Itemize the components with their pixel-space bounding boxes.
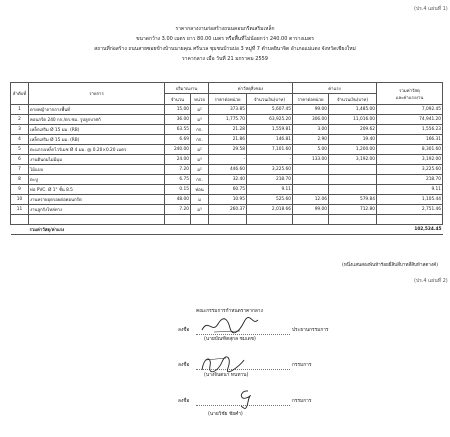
committee-title: คณะกรรมการกำหนดราคากลาง <box>196 309 263 314</box>
row-item: ท่อ PVC. Ø 1" ชั้น 8.5 <box>29 185 165 195</box>
row-material-unit-price: 21.28 <box>209 125 247 135</box>
row-number: 5 <box>11 145 29 155</box>
row-item: เหล็กเสริม Ø 15 มม. (RB) <box>29 135 165 145</box>
table-row <box>11 165 443 175</box>
row-material-unit-price: 32.40 <box>209 175 247 185</box>
row-labor-unit-price <box>293 165 329 175</box>
row-qty: 6.69 <box>165 135 191 145</box>
bill-of-quantities-table <box>10 82 443 235</box>
row-labor-amount: 712.80 <box>329 205 377 215</box>
row-item: งานดินถมไม่มีมุม <box>29 155 165 165</box>
header-item: รายการ <box>29 83 165 105</box>
row-total: 2,751.46 <box>377 205 443 215</box>
role-2: กรรมการ <box>292 363 312 368</box>
header-material: ค่าวัสดุสิ่งของ <box>209 83 293 94</box>
row-labor-unit-price: 3.00 <box>293 125 329 135</box>
row-material-amount: 5,607.45 <box>247 105 293 115</box>
row-total: 166.31 <box>377 135 443 145</box>
project-size: ขนาดกว้าง 3.00 เมตร ยาว 80.00 เมตร หรือพื้นที่ไม่น้อยกว่า 240.00 ตารางเมตร <box>136 36 314 42</box>
member-name-3: (นายวิชัย ชัยคำ) <box>208 412 243 417</box>
sign-label-3: ลงชื่อ <box>178 399 190 404</box>
row-labor-amount: 209.62 <box>329 125 377 135</box>
row-number: 4 <box>11 135 29 145</box>
row-material-amount: 218.70 <box>247 175 293 185</box>
row-labor-unit-price: 12.06 <box>293 195 329 205</box>
row-material-unit-price: 373.85 <box>209 105 247 115</box>
row-labor-unit-price: 99.00 <box>293 205 329 215</box>
row-qty: 7.20 <box>165 165 191 175</box>
row-total: 218.70 <box>377 175 443 185</box>
table-row <box>11 125 443 135</box>
row-number: 9 <box>11 185 29 195</box>
row-qty: 7.20 <box>165 205 191 215</box>
row-unit: กก. <box>191 135 209 145</box>
row-material-unit-price: 29.58 <box>209 145 247 155</box>
row-material-amount: - <box>247 155 293 165</box>
row-labor-amount <box>329 175 377 185</box>
row-number: 3 <box>11 125 29 135</box>
page-number-top: (ปร.4 แผ่นที่ 1) <box>414 6 448 12</box>
row-labor-unit-price: 99.00 <box>293 105 329 115</box>
row-unit: กก. <box>191 175 209 185</box>
row-unit: ม <box>191 195 209 205</box>
header-qty-unit: หน่วย <box>191 94 209 105</box>
row-labor-unit-price: 2.90 <box>293 135 329 145</box>
row-item: ตะปู <box>29 175 165 185</box>
total-value: 102,524.45 <box>377 225 443 235</box>
row-material-amount: 7,101.60 <box>247 145 293 155</box>
document-title: ราคากลางงานก่อสร้างถนนคอนกรีตเสริมเหล็ก <box>175 26 275 32</box>
row-material-unit-price: 60.75 <box>209 185 247 195</box>
row-item: ตะแกรงเหล็กไวร์เมช Ø 4 มม. @ 0.20×0.20 เมตร <box>29 145 165 155</box>
signature-2 <box>198 352 246 374</box>
row-item: เหล็กเสริม Ø 15 มม. (RB) <box>29 125 165 135</box>
member-name-1: (นายบัณฑิตสุกล ชมเดช) <box>204 337 256 342</box>
row-qty: 0.15 <box>165 185 191 195</box>
header-total: รวมค่าวัสดุ และค่าแรงงาน <box>377 83 443 105</box>
row-number: 11 <box>11 205 29 215</box>
row-material-amount: 63,925.20 <box>247 115 293 125</box>
row-labor-unit-price: 5.00 <box>293 145 329 155</box>
row-number: 1 <box>11 105 29 115</box>
row-number: 10 <box>11 195 29 205</box>
row-qty: 63.55 <box>165 125 191 135</box>
role-3: กรรมการ <box>292 399 312 404</box>
row-material-unit-price: 260.37 <box>209 205 247 215</box>
row-material-amount: 2,018.66 <box>247 205 293 215</box>
row-item: ดายหญ้าถากถางพื้นที่ <box>29 105 165 115</box>
row-material-amount: 9.11 <box>247 185 293 195</box>
row-total: 3,192.00 <box>377 155 443 165</box>
row-qty: 48.00 <box>165 195 191 205</box>
row-item: ไม้แบบ <box>29 165 165 175</box>
row-item: งานทรายอุดรอยต่อคอนกรีต <box>29 195 165 205</box>
row-total: 9.11 <box>377 185 443 195</box>
row-material-unit-price: 21.86 <box>209 135 247 145</box>
row-labor-amount: 19.40 <box>329 135 377 145</box>
row-total: 3,225.60 <box>377 165 443 175</box>
table-row <box>11 115 443 125</box>
row-number: 8 <box>11 175 29 185</box>
row-total: 74,941.20 <box>377 115 443 125</box>
row-number: 7 <box>11 165 29 175</box>
row-material-unit-price: 10.95 <box>209 195 247 205</box>
row-labor-amount: 11,016.00 <box>329 115 377 125</box>
row-total: 1,556.23 <box>377 125 443 135</box>
row-qty: 240.00 <box>165 145 191 155</box>
row-qty: 36.00 <box>165 115 191 125</box>
signature-3 <box>236 388 254 410</box>
row-unit: ม² <box>191 165 209 175</box>
row-unit: ม² <box>191 145 209 155</box>
row-total: 1,105.44 <box>377 195 443 205</box>
role-1: ประธานกรรมการ <box>292 328 329 333</box>
table-row <box>11 145 443 155</box>
row-labor-amount <box>329 185 377 195</box>
row-unit: ท่อน <box>191 185 209 195</box>
row-unit: ม³ <box>191 155 209 165</box>
row-unit: ม³ <box>191 115 209 125</box>
row-material-amount: 525.60 <box>247 195 293 205</box>
row-unit: ม³ <box>191 205 209 215</box>
row-material-unit-price: 446.60 <box>209 165 247 175</box>
row-labor-amount: 1,485.00 <box>329 105 377 115</box>
row-item: คอนกรีต 240 กก./ตร.ซม. รูปลูกบาศก์ <box>29 115 165 125</box>
row-item: งานลูกรังไหล่ทาง <box>29 205 165 215</box>
project-location: สถานที่ก่อสร้าง ถนนสายซอยข้างบ้านนายคุณ ศรีนวล ชุมชนบ้านบ่อ 3 หมู่ที่ 7 ตำบลยินาจิต อำเภอแม่แตง จังหวัดเชียงใหม่ <box>94 46 356 52</box>
page-number-bottom: (ปร.4 แผ่นที่ 2) <box>414 278 448 284</box>
sign-label-1: ลงชื่อ <box>178 328 190 333</box>
member-name-2: (นางจินตนา ทนทาน) <box>204 373 249 378</box>
row-labor-unit-price: 133.00 <box>293 155 329 165</box>
total-in-words: (หนึ่งแสนสองพันห้าร้อยยี่สิบสี่บาทสี่สิบห้าสตางค์) <box>342 263 438 268</box>
header-qty-amount: จำนวน <box>165 94 191 105</box>
header-no: ลำดับที่ <box>11 83 29 105</box>
row-labor-unit-price <box>293 185 329 195</box>
row-material-amount: 1,559.81 <box>247 125 293 135</box>
total-row <box>11 225 443 235</box>
row-labor-amount: 1,200.00 <box>329 145 377 155</box>
row-labor-amount: 3,192.00 <box>329 155 377 165</box>
row-number: 6 <box>11 155 29 165</box>
header-labor-amount: จำนวนเงิน(บาท) <box>329 94 377 105</box>
total-label: รวมค่าวัสดุ/ค่าแรง <box>29 225 165 235</box>
table-row <box>11 205 443 215</box>
row-material-amount: 3,225.60 <box>247 165 293 175</box>
row-labor-unit-price <box>293 175 329 185</box>
header-labor: ค่าแรง <box>293 83 377 94</box>
header-material-amount: จำนวนเงิน(บาท) <box>247 94 293 105</box>
row-material-unit-price: - <box>209 155 247 165</box>
table-row <box>11 135 443 145</box>
row-unit: กก. <box>191 125 209 135</box>
sign-label-2: ลงชื่อ <box>178 363 190 368</box>
header-material-unit-price: ราคาต่อหน่วย <box>209 94 247 105</box>
row-qty: 6.75 <box>165 175 191 185</box>
row-unit: ม² <box>191 105 209 115</box>
header-quantity: ปริมาณงาน <box>165 83 209 94</box>
row-qty: 24.00 <box>165 155 191 165</box>
row-material-unit-price: 1,775.70 <box>209 115 247 125</box>
row-total: 7,092.45 <box>377 105 443 115</box>
row-labor-amount: 579.84 <box>329 195 377 205</box>
row-material-amount: 146.81 <box>247 135 293 145</box>
table-row <box>11 105 443 115</box>
row-labor-unit-price: 306.00 <box>293 115 329 125</box>
row-labor-amount <box>329 165 377 175</box>
table-row <box>11 185 443 195</box>
pricing-date: ราคากลาง เมื่อ วันที่ 21 มกราคม 2559 <box>181 56 268 62</box>
header-labor-unit-price: ราคาต่อหน่วย <box>293 94 329 105</box>
table-row <box>11 155 443 165</box>
row-qty: 15.00 <box>165 105 191 115</box>
row-number: 2 <box>11 115 29 125</box>
table-row <box>11 195 443 205</box>
table-row <box>11 175 443 185</box>
row-total: 8,301.60 <box>377 145 443 155</box>
signature-1 <box>200 316 260 336</box>
